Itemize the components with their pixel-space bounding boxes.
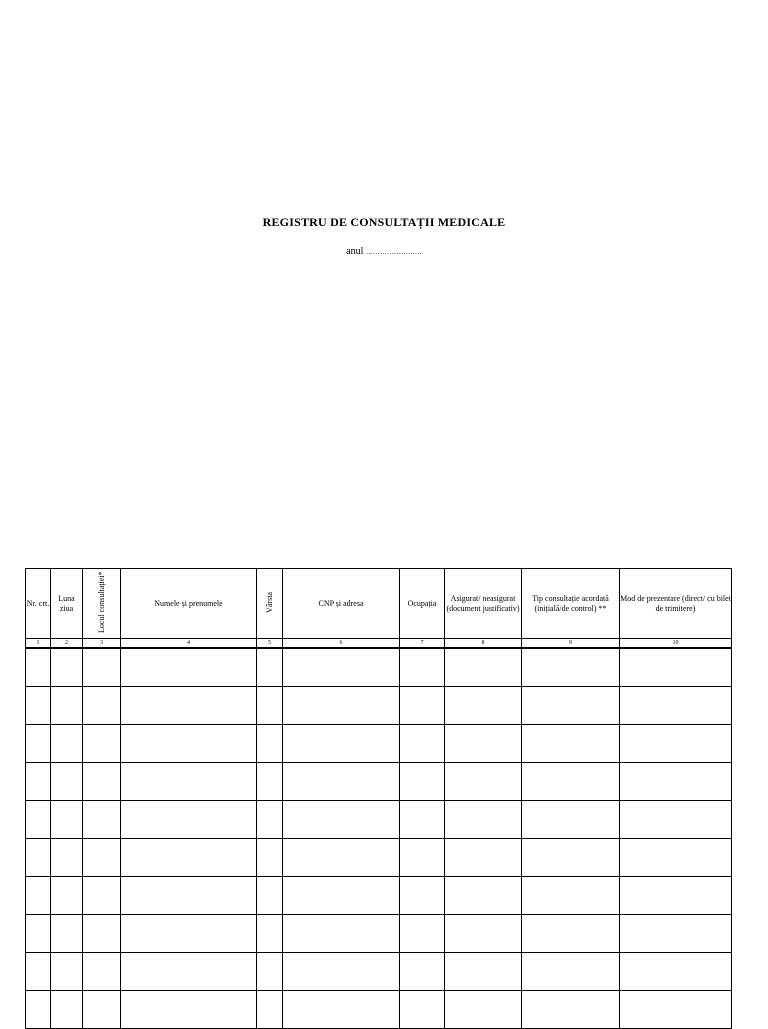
table-cell[interactable] bbox=[522, 877, 620, 915]
table-cell[interactable] bbox=[257, 763, 283, 801]
year-label: anul bbox=[346, 246, 364, 257]
table-cell[interactable] bbox=[51, 915, 83, 953]
table-cell[interactable] bbox=[283, 687, 400, 725]
table-cell[interactable] bbox=[26, 953, 51, 991]
table-cell[interactable] bbox=[83, 725, 121, 763]
table-row bbox=[26, 648, 732, 687]
column-number: 9 bbox=[522, 639, 620, 649]
table-cell[interactable] bbox=[257, 991, 283, 1029]
table-cell[interactable] bbox=[283, 725, 400, 763]
table-cell[interactable] bbox=[51, 725, 83, 763]
table-cell[interactable] bbox=[257, 725, 283, 763]
table-cell[interactable] bbox=[445, 687, 522, 725]
table-cell[interactable] bbox=[257, 915, 283, 953]
table-cell[interactable] bbox=[257, 839, 283, 877]
table-cell[interactable] bbox=[121, 877, 257, 915]
year-field[interactable]: …………………… bbox=[365, 248, 422, 256]
table-cell[interactable] bbox=[400, 839, 445, 877]
register-table bbox=[25, 568, 732, 1029]
table-row bbox=[26, 801, 732, 839]
table-cell[interactable] bbox=[522, 648, 620, 687]
table-cell[interactable] bbox=[83, 839, 121, 877]
table-cell[interactable] bbox=[283, 763, 400, 801]
table-cell[interactable] bbox=[620, 915, 732, 953]
table-cell[interactable] bbox=[400, 877, 445, 915]
table-cell[interactable] bbox=[400, 725, 445, 763]
table-cell[interactable] bbox=[620, 877, 732, 915]
table-cell[interactable] bbox=[400, 763, 445, 801]
column-number: 3 bbox=[83, 639, 121, 649]
table-cell[interactable] bbox=[445, 725, 522, 763]
table-cell[interactable] bbox=[522, 839, 620, 877]
table-cell[interactable] bbox=[26, 915, 51, 953]
table-cell[interactable] bbox=[26, 839, 51, 877]
table-cell[interactable] bbox=[83, 763, 121, 801]
table-cell[interactable] bbox=[445, 953, 522, 991]
table-cell[interactable] bbox=[83, 877, 121, 915]
table-cell[interactable] bbox=[620, 648, 732, 687]
table-cell[interactable] bbox=[51, 991, 83, 1029]
table-cell[interactable] bbox=[51, 801, 83, 839]
header-nr-crt: Nr. crt. bbox=[26, 569, 51, 639]
table-cell[interactable] bbox=[26, 725, 51, 763]
table-cell[interactable] bbox=[257, 953, 283, 991]
header-locul-consultatiei-text: Locul consultației* bbox=[96, 571, 106, 633]
table-row bbox=[26, 839, 732, 877]
table-cell[interactable] bbox=[26, 877, 51, 915]
table-cell[interactable] bbox=[121, 915, 257, 953]
table-cell[interactable] bbox=[121, 953, 257, 991]
table-cell[interactable] bbox=[121, 991, 257, 1029]
table-cell[interactable] bbox=[26, 801, 51, 839]
table-cell[interactable] bbox=[620, 801, 732, 839]
table-cell[interactable] bbox=[620, 687, 732, 725]
column-number: 6 bbox=[283, 639, 400, 649]
table-cell[interactable] bbox=[26, 991, 51, 1029]
table-cell[interactable] bbox=[400, 687, 445, 725]
table-cell[interactable] bbox=[26, 763, 51, 801]
table-cell[interactable] bbox=[51, 648, 83, 687]
table-cell[interactable] bbox=[400, 648, 445, 687]
header-mod-prezentare: Mod de prezentare (direct/ cu bilet de trimitere) bbox=[620, 569, 732, 639]
table-cell[interactable] bbox=[121, 763, 257, 801]
year-line bbox=[0, 246, 768, 257]
table-cell[interactable] bbox=[522, 763, 620, 801]
table-cell[interactable] bbox=[121, 648, 257, 687]
document-title: REGISTRU DE CONSULTAȚII MEDICALE bbox=[262, 215, 506, 229]
table-cell[interactable] bbox=[83, 953, 121, 991]
column-number: 4 bbox=[121, 639, 257, 649]
table-cell[interactable] bbox=[522, 915, 620, 953]
table-cell[interactable] bbox=[83, 991, 121, 1029]
header-luna-ziua: Luna ziua bbox=[51, 569, 83, 639]
table-cell[interactable] bbox=[121, 839, 257, 877]
table-cell[interactable] bbox=[400, 953, 445, 991]
table-cell[interactable] bbox=[400, 991, 445, 1029]
table-cell[interactable] bbox=[522, 953, 620, 991]
table-cell[interactable] bbox=[51, 877, 83, 915]
header-varsta-text: Vârsta bbox=[264, 591, 274, 613]
table-cell[interactable] bbox=[400, 801, 445, 839]
header-row bbox=[26, 569, 732, 639]
table-cell[interactable] bbox=[522, 991, 620, 1029]
table-cell[interactable] bbox=[400, 915, 445, 953]
table-cell[interactable] bbox=[83, 801, 121, 839]
table-cell[interactable] bbox=[522, 801, 620, 839]
table-row bbox=[26, 763, 732, 801]
column-number: 10 bbox=[620, 639, 732, 649]
table-cell[interactable] bbox=[283, 991, 400, 1029]
table-cell[interactable] bbox=[26, 648, 51, 687]
table-cell[interactable] bbox=[83, 915, 121, 953]
column-number-row bbox=[26, 639, 732, 649]
column-number: 7 bbox=[400, 639, 445, 649]
table-cell[interactable] bbox=[445, 877, 522, 915]
table-cell[interactable] bbox=[283, 877, 400, 915]
table-cell[interactable] bbox=[522, 687, 620, 725]
table-cell[interactable] bbox=[257, 648, 283, 687]
header-asigurat: Asigurat/ neasigurat (document justificativ) bbox=[445, 569, 522, 639]
column-number: 2 bbox=[51, 639, 83, 649]
table-cell[interactable] bbox=[257, 801, 283, 839]
table-cell[interactable] bbox=[522, 725, 620, 763]
table-row bbox=[26, 953, 732, 991]
table-cell[interactable] bbox=[257, 687, 283, 725]
table-cell[interactable] bbox=[445, 839, 522, 877]
table-cell[interactable] bbox=[620, 839, 732, 877]
header-cnp-adresa: CNP și adresa bbox=[283, 569, 400, 639]
table-cell[interactable] bbox=[51, 687, 83, 725]
table-cell[interactable] bbox=[83, 648, 121, 687]
table-cell[interactable] bbox=[445, 648, 522, 687]
header-ocupatia: Ocupația bbox=[400, 569, 445, 639]
table-cell[interactable] bbox=[283, 648, 400, 687]
table-cell[interactable] bbox=[445, 991, 522, 1029]
table-cell[interactable] bbox=[257, 877, 283, 915]
table-cell[interactable] bbox=[83, 687, 121, 725]
column-number: 5 bbox=[257, 639, 283, 649]
table-row bbox=[26, 991, 732, 1029]
table-cell[interactable] bbox=[51, 953, 83, 991]
table-cell[interactable] bbox=[51, 839, 83, 877]
table-cell[interactable] bbox=[121, 725, 257, 763]
table-cell[interactable] bbox=[445, 763, 522, 801]
header-numele-prenumele: Numele și prenumele bbox=[121, 569, 257, 639]
table-cell[interactable] bbox=[51, 763, 83, 801]
header-locul-consultatiei bbox=[83, 569, 121, 639]
header-varsta bbox=[257, 569, 283, 639]
table-cell[interactable] bbox=[445, 801, 522, 839]
table-cell[interactable] bbox=[445, 915, 522, 953]
table-cell[interactable] bbox=[283, 953, 400, 991]
column-number: 1 bbox=[26, 639, 51, 649]
table-cell[interactable] bbox=[283, 801, 400, 839]
table-row bbox=[26, 687, 732, 725]
table-cell[interactable] bbox=[283, 839, 400, 877]
table-cell[interactable] bbox=[26, 687, 51, 725]
table-cell[interactable] bbox=[620, 763, 732, 801]
table-row bbox=[26, 877, 732, 915]
table-cell[interactable] bbox=[620, 953, 732, 991]
table-cell[interactable] bbox=[283, 915, 400, 953]
table-cell[interactable] bbox=[620, 725, 732, 763]
table-cell[interactable] bbox=[121, 801, 257, 839]
table-row bbox=[26, 725, 732, 763]
table-cell[interactable] bbox=[121, 687, 257, 725]
column-number: 8 bbox=[445, 639, 522, 649]
table-row bbox=[26, 915, 732, 953]
table-cell[interactable] bbox=[620, 991, 732, 1029]
header-tip-consultatie: Tip consultație acordată (inițială/de control) ** bbox=[522, 569, 620, 639]
